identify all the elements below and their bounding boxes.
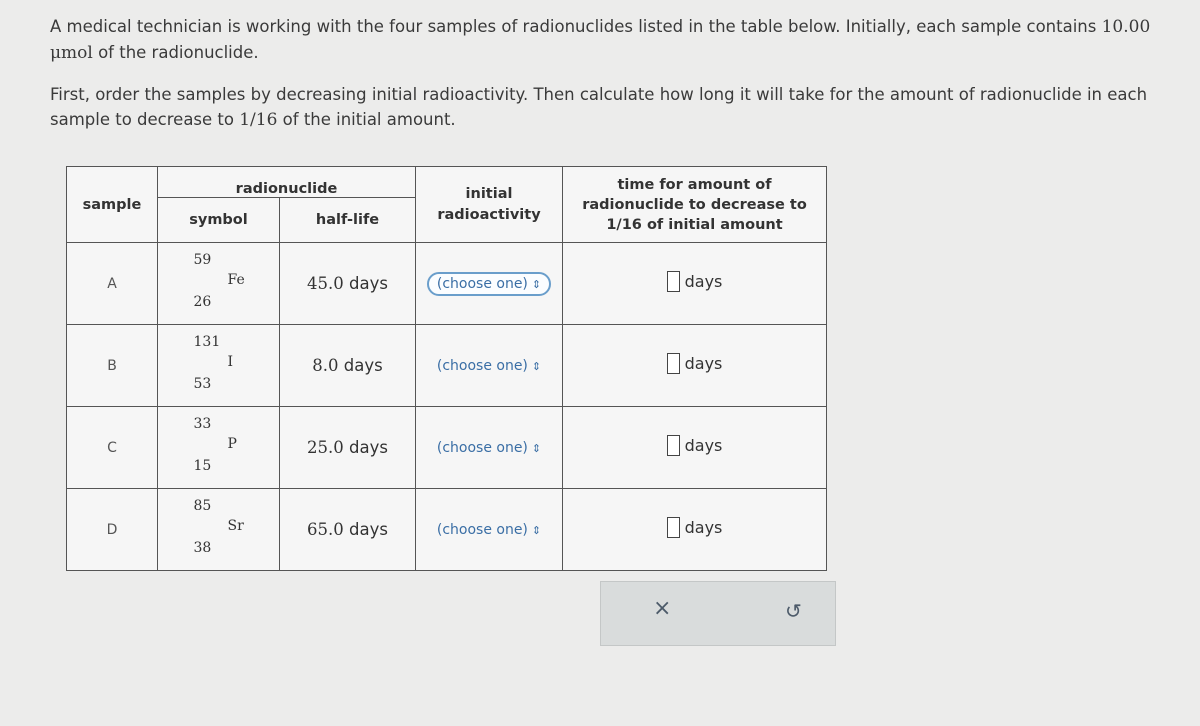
header-time-line3: 1/16 of initial amount <box>606 216 783 233</box>
updown-arrow-icon: ⇕ <box>531 441 542 455</box>
instructions-text: First, order the samples by decreasing initial radioactivity. Then calculate how long it will take for the amount of radionuclide in each sample to decrease to <box>50 85 1148 129</box>
updown-arrow-icon: ⇕ <box>531 523 542 537</box>
mass-number: 33 <box>193 415 212 432</box>
nuclide-symbol <box>158 407 280 489</box>
undo-button[interactable]: ↺ <box>785 599 802 623</box>
problem-instructions <box>50 82 1170 133</box>
half-life-value: 25.0 days <box>280 407 416 489</box>
unit-label: days <box>684 354 723 373</box>
time-cell <box>563 407 827 489</box>
sample-label: A <box>67 243 158 325</box>
element-symbol: Fe <box>227 271 245 288</box>
radionuclide-table <box>66 166 827 571</box>
answer-input[interactable] <box>667 517 680 538</box>
header-time <box>563 167 827 243</box>
sample-label: C <box>67 407 158 489</box>
time-cell <box>563 489 827 571</box>
header-half-life: half-life <box>280 198 416 243</box>
fraction: 1/16 <box>239 110 278 130</box>
mass-number: 85 <box>193 497 212 514</box>
radioactivity-cell <box>416 489 563 571</box>
atomic-number: 26 <box>193 293 212 310</box>
unit-label: days <box>684 436 723 455</box>
intro-text-end: of the radionuclide. <box>92 43 259 62</box>
choose-one-dropdown[interactable]: (choose one) ⇕ <box>436 439 542 456</box>
nuclide-symbol <box>158 325 280 407</box>
choose-one-dropdown[interactable]: (choose one) ⇕ <box>436 357 542 374</box>
updown-arrow-icon: ⇕ <box>531 359 542 373</box>
element-symbol: P <box>227 435 237 452</box>
element-symbol: I <box>227 353 234 370</box>
table-row <box>67 325 827 407</box>
answer-toolbar <box>600 581 836 646</box>
radioactivity-cell <box>416 407 563 489</box>
intro-text: A medical technician is working with the four samples of radionuclides listed in the table below. Initially, each sample contains <box>50 17 1102 36</box>
header-time-line1: time for amount of <box>617 176 772 193</box>
updown-arrow-icon: ⇕ <box>531 277 542 291</box>
nuclide-symbol <box>158 243 280 325</box>
atomic-number: 15 <box>193 457 212 474</box>
radioactivity-cell <box>416 325 563 407</box>
time-cell <box>563 325 827 407</box>
atomic-number: 53 <box>193 375 212 392</box>
radioactivity-cell <box>416 243 563 325</box>
atomic-number: 38 <box>193 539 212 556</box>
instructions-text-end: of the initial amount. <box>277 110 456 129</box>
answer-input[interactable] <box>667 435 680 456</box>
answer-input[interactable] <box>667 353 680 374</box>
element-symbol: Sr <box>227 517 244 534</box>
initial-amount: 10.00 μmol <box>50 17 1151 63</box>
header-sample: sample <box>67 167 158 243</box>
sample-label: B <box>67 325 158 407</box>
mass-number: 131 <box>193 333 221 350</box>
time-cell <box>563 243 827 325</box>
half-life-value: 8.0 days <box>280 325 416 407</box>
choose-one-dropdown[interactable]: (choose one) ⇕ <box>436 521 542 538</box>
table-row <box>67 407 827 489</box>
sample-label: D <box>67 489 158 571</box>
header-symbol: symbol <box>158 198 280 243</box>
mass-number: 59 <box>193 251 212 268</box>
unit-label: days <box>684 518 723 537</box>
unit-label: days <box>684 272 723 291</box>
answer-input[interactable] <box>667 271 680 292</box>
problem-intro <box>50 14 1170 66</box>
choose-one-dropdown[interactable]: (choose one) ⇕ <box>427 272 551 296</box>
header-initial-radioactivity: initial radioactivity <box>416 167 563 243</box>
nuclide-symbol <box>158 489 280 571</box>
table-row <box>67 243 827 325</box>
half-life-value: 45.0 days <box>280 243 416 325</box>
table-row <box>67 489 827 571</box>
half-life-value: 65.0 days <box>280 489 416 571</box>
header-radionuclide: radionuclide <box>158 167 416 198</box>
header-time-line2: radionuclide to decrease to <box>582 196 807 213</box>
clear-button[interactable]: × <box>653 596 672 621</box>
